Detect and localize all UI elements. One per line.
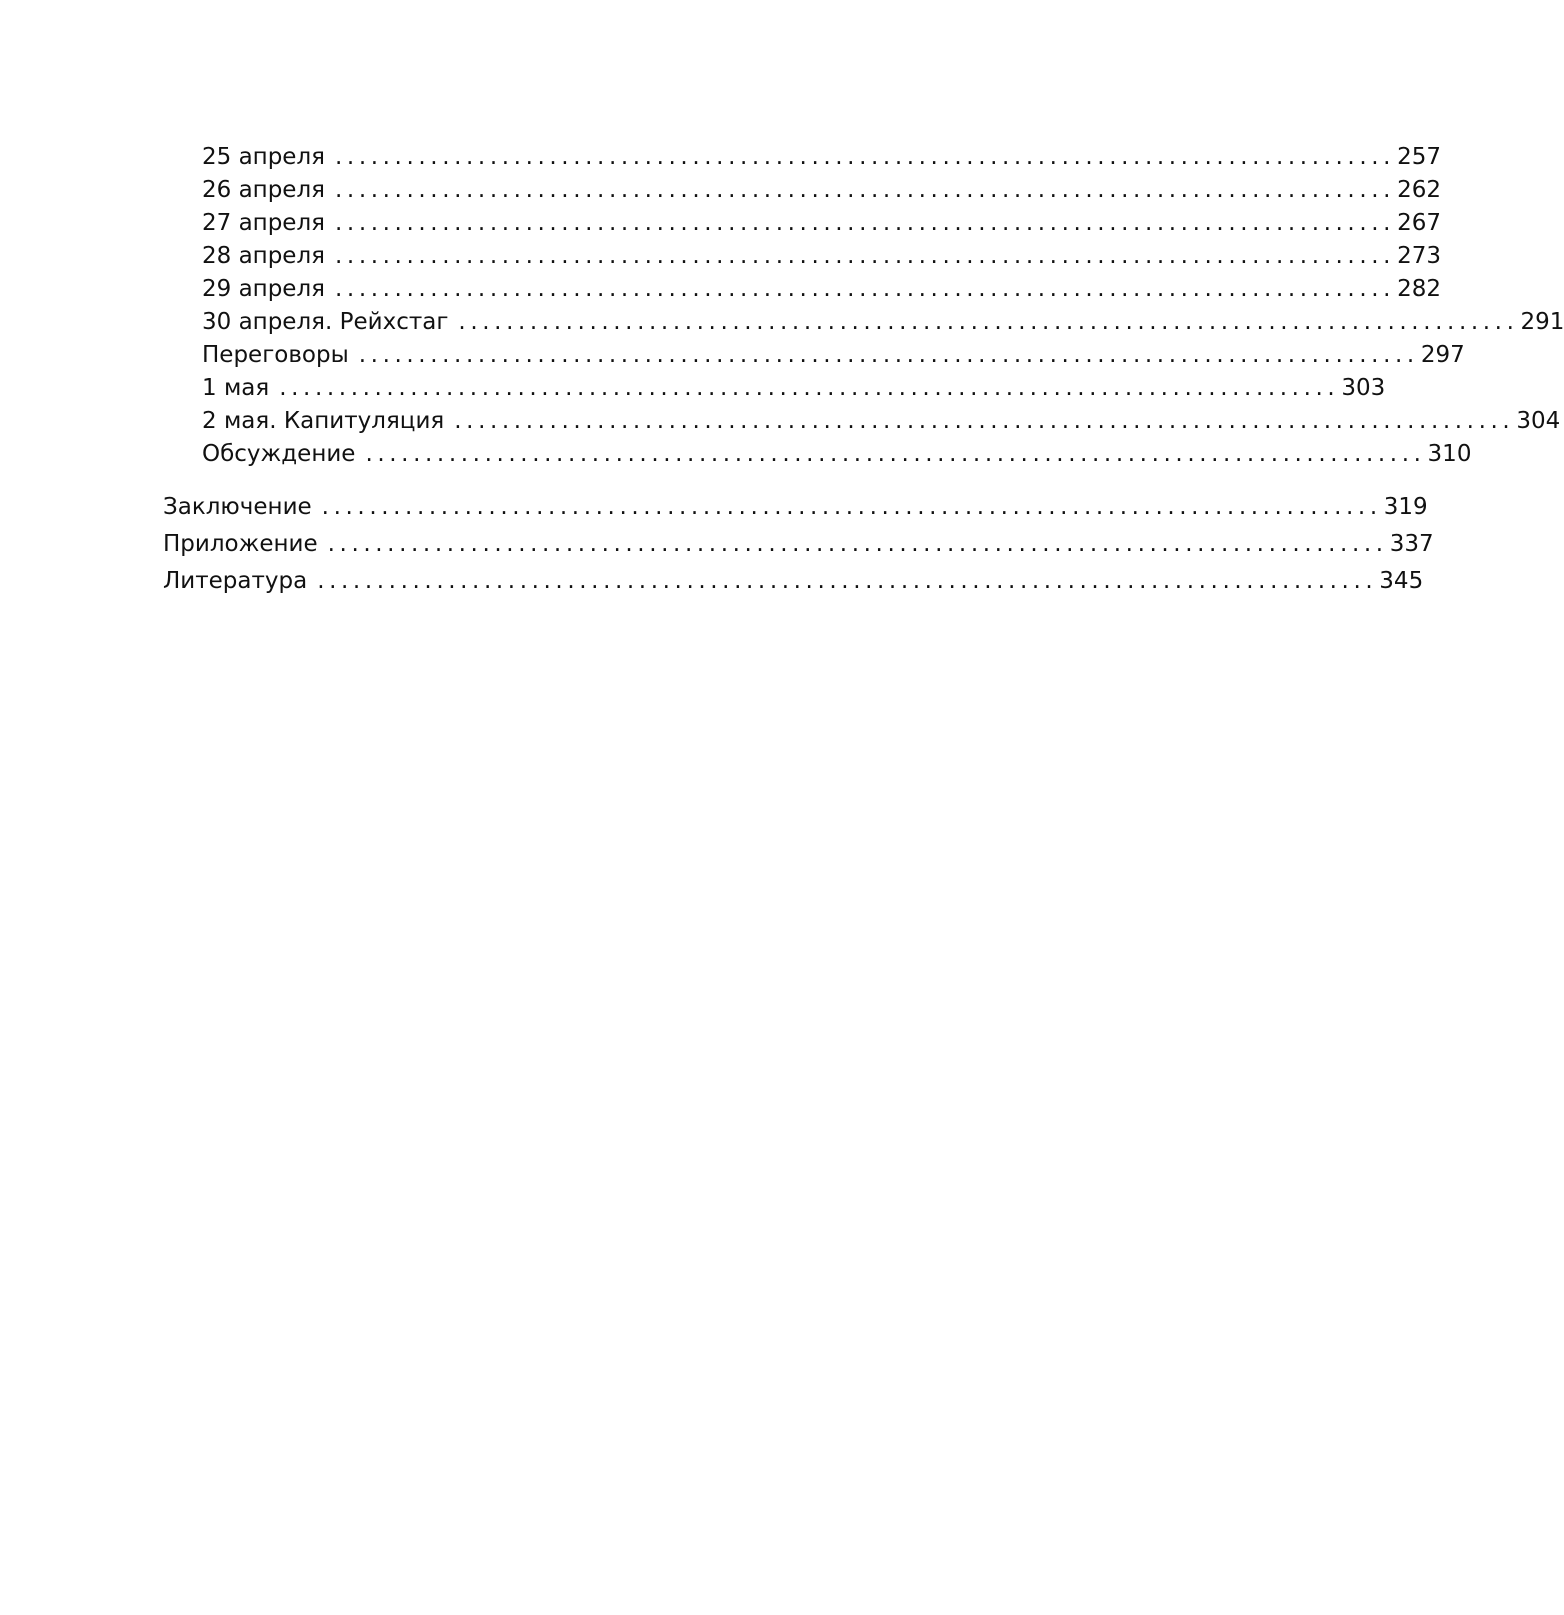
toc-entry-page: 273: [1397, 243, 1441, 269]
toc-entry-page: 319: [1383, 494, 1428, 520]
toc-entry-page: 291: [1520, 309, 1564, 335]
toc-entry-title: Литература: [163, 568, 308, 594]
toc-entry-title: Заключение: [163, 494, 312, 520]
toc-entry-page: 282: [1397, 276, 1441, 302]
toc-entry: [202, 305, 1564, 339]
dot-leader: .........................................................................................: [335, 276, 1396, 302]
dot-leader: .........................................................................................: [365, 441, 1426, 467]
dot-leader: .........................................................................................: [335, 210, 1396, 236]
dot-leader: .........................................................................................: [358, 342, 1419, 368]
toc-entry: [202, 140, 1441, 174]
toc-entry-title: Приложение: [163, 531, 318, 557]
toc-entry-title: 29 апреля: [202, 276, 325, 302]
toc-entry-title: Обсуждение: [202, 441, 356, 467]
dot-leader: .........................................................................................: [335, 177, 1396, 203]
dot-leader: .........................................................................................: [458, 309, 1519, 335]
toc-entry-title: 2 мая. Капитуляция: [202, 408, 445, 434]
toc-entry-title: 27 апреля: [202, 210, 325, 236]
toc-entry-page: 267: [1397, 210, 1441, 236]
dot-leader: .........................................................................................: [327, 531, 1388, 557]
toc-entry-page: 297: [1420, 342, 1465, 368]
toc-entry-page: 303: [1341, 375, 1386, 401]
toc-entry-page: 257: [1397, 144, 1441, 170]
toc-entry-page: 304: [1516, 408, 1561, 434]
toc-entry-title: 25 апреля: [202, 144, 325, 170]
toc-entry-title: 1 мая: [202, 375, 270, 401]
dot-leader: .........................................................................................: [279, 375, 1340, 401]
toc-entry: [202, 371, 1386, 405]
toc-entry: [202, 239, 1441, 273]
dot-leader: .........................................................................................: [317, 568, 1378, 594]
dot-leader: .........................................................................................: [335, 243, 1396, 269]
toc-entry-page: 310: [1427, 441, 1472, 467]
toc-entry-title: 26 апреля: [202, 177, 325, 203]
toc-entry: [202, 437, 1472, 471]
toc-entry: [202, 338, 1465, 372]
toc-entry: [163, 527, 1434, 561]
toc-entry-title: 30 апреля. Рейхстаг: [202, 309, 449, 335]
toc-entry: [163, 490, 1428, 524]
toc-entry: [202, 173, 1441, 207]
dot-leader: .........................................................................................: [321, 494, 1382, 520]
toc-entry-page: 262: [1397, 177, 1441, 203]
toc-entry-title: Переговоры: [202, 342, 349, 368]
dot-leader: .........................................................................................: [335, 144, 1396, 170]
toc-entry-page: 337: [1389, 531, 1434, 557]
toc-entry: [202, 272, 1441, 306]
dot-leader: .........................................................................................: [454, 408, 1515, 434]
toc-entry-page: 345: [1379, 568, 1424, 594]
toc-entry-title: 28 апреля: [202, 243, 325, 269]
toc-entry: [163, 564, 1424, 598]
toc-entry: [202, 206, 1441, 240]
toc-entry: [202, 404, 1561, 438]
